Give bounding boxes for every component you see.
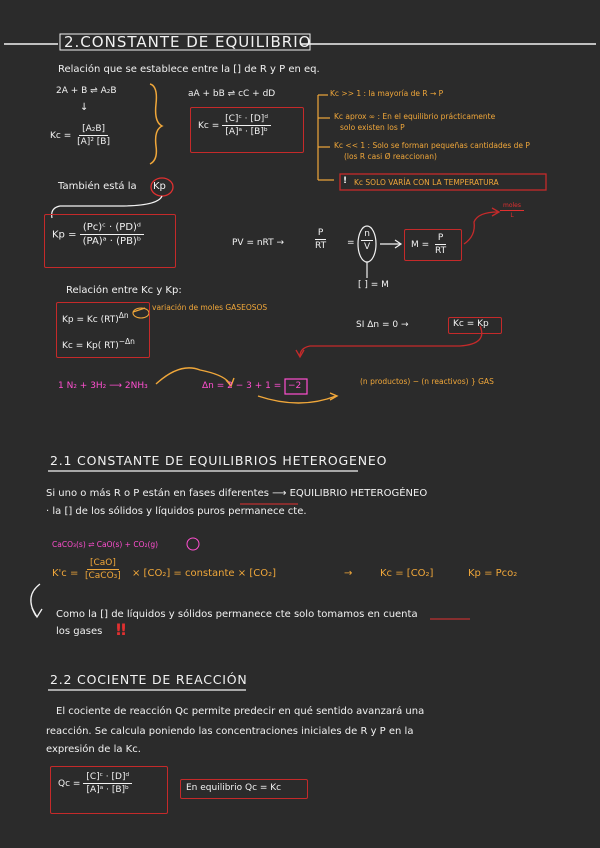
- note-kc-small: Kc << 1 : Solo se forman pequeñas cantidades de P: [334, 141, 530, 150]
- kp-kc-base: Kp = Kc (RT): [62, 315, 119, 325]
- pv-p: P: [315, 228, 326, 240]
- ideal-gas-law: PV = nRT →: [232, 238, 285, 248]
- example-kc-num: [A₂B]: [79, 124, 108, 136]
- section-2-title: 2.CONSTANTE DE EQUILIBRIO: [64, 33, 312, 51]
- general-kc-den: [A]ᵃ · [B]ᵇ: [225, 127, 268, 137]
- m-fraction: [432, 233, 449, 256]
- qc-paragraph-3: expresión de la Kc.: [46, 744, 141, 755]
- note-kc-infinite-b: solo existen los P: [340, 123, 405, 132]
- moles-bot: L: [510, 212, 514, 219]
- qc-formula: [58, 772, 132, 795]
- kp-from-kc: [62, 311, 129, 325]
- ammonia-reaction: 1 N₂ + 3H₂ ⟶ 2NH₃: [58, 381, 148, 391]
- dn-result: −2: [288, 381, 302, 391]
- kc-co2: Kc = [CO₂]: [380, 568, 434, 579]
- note-kc-temperature: Kc SOLO VARÍA CON LA TEMPERATURA: [354, 178, 499, 187]
- example-kc-lhs: Kc =: [50, 131, 72, 141]
- pv-rt: RT: [315, 241, 327, 251]
- m-p: P: [435, 233, 446, 245]
- note-kc-infinite: Kc aprox ∞ : En el equilibrio prácticamente: [334, 112, 496, 121]
- qc-equals-kc: En equilibrio Qc = Kc: [186, 783, 282, 793]
- moles-l-fraction: [500, 202, 524, 219]
- n-over-v: [361, 229, 373, 252]
- si-dn-zero: SI Δn = 0 →: [356, 320, 409, 330]
- section-2-1-title: 2.1 CONSTANTE DE EQUILIBRIOS HETEROGENEO: [50, 453, 388, 468]
- kc-prime-num: [CaO]: [87, 558, 119, 570]
- kp-kc-exp: Δn: [118, 311, 129, 320]
- tambien-text: También está la: [58, 181, 137, 192]
- qc-den: [A]ᵃ · [B]ᵇ: [86, 785, 129, 795]
- n-v-fraction: [361, 229, 373, 252]
- example-kc-fraction: [74, 124, 113, 147]
- heterogeneous-definition: Si uno o más R o P están en fases diferentes ⟶ EQUILIBRIO HETEROGÉNEO: [46, 488, 428, 499]
- kc-prime-fraction: [82, 558, 124, 581]
- example-kc-den: [A]² [B]: [77, 137, 110, 147]
- section-2-2-title: 2.2 COCIENTE DE REACCIÓN: [50, 672, 248, 687]
- general-reaction: aA + bB ⇌ cC + dD: [188, 89, 276, 99]
- kc-kp-exp: −Δn: [118, 337, 135, 346]
- dn-calculation: Δn = 2 − 3 + 1 =: [202, 381, 282, 391]
- relation-text: Relación entre Kc y Kp:: [66, 285, 182, 296]
- example-kc: [50, 124, 113, 147]
- qc-paragraph-1: El cociente de reacción Qc permite predecir en qué sentido avanzará una: [56, 706, 425, 717]
- kc-prime-lhs: K'c =: [52, 568, 79, 579]
- down-arrow: ↓: [80, 102, 89, 113]
- moles-per-liter: [500, 202, 524, 219]
- kp-pco2: Kp = Pco₂: [468, 568, 518, 579]
- kp-circled: Kp: [153, 181, 166, 192]
- concentration-molarity: [ ] = M: [358, 280, 389, 290]
- general-kc-fraction: [222, 114, 271, 137]
- general-kc-lhs: Kc =: [198, 121, 220, 131]
- qc-num: [C]ᶜ · [D]ᵈ: [83, 772, 132, 784]
- caco3-reaction: CaCO₃(s) ⇌ CaO(s) + CO₂(g): [52, 540, 159, 549]
- kc-from-kp: [62, 337, 135, 351]
- kc-prime-frac: [82, 558, 124, 581]
- kc-prime-rest: × [CO₂] = constante × [CO₂]: [132, 568, 276, 579]
- m-lhs: M =: [411, 240, 430, 250]
- moles-top: moles: [500, 202, 524, 211]
- example-reaction: 2A + B ⇌ A₂B: [56, 86, 117, 96]
- pv-equals: =: [347, 238, 355, 248]
- arrow-right: →: [344, 568, 353, 579]
- kp-fraction: [80, 222, 144, 247]
- note-kc-small-b: (los R casi Ø reaccionan): [344, 152, 437, 161]
- qc-fraction: [83, 772, 132, 795]
- gas-only-note: Como la [] de líquidos y sólidos permanece cte solo tomamos en cuenta: [56, 609, 418, 620]
- general-kc: [198, 114, 271, 137]
- kc-equals-kp: Kc = Kp: [453, 319, 489, 329]
- dn-definition: (n productos) − (n reactivos) } GAS: [360, 377, 494, 386]
- kc-prime-den: [CaCO₃]: [85, 571, 121, 581]
- pv-fraction: [312, 228, 329, 251]
- qc-lhs: Qc =: [58, 779, 81, 789]
- molarity-formula: [411, 233, 449, 256]
- pv-v: V: [364, 242, 371, 252]
- moles-variation-note: variación de moles GASEOSOS: [152, 303, 268, 312]
- kp-den: (PA)ᵃ · (PB)ᵇ: [82, 236, 142, 247]
- kp-num: (Pc)ᶜ · (PD)ᵈ: [80, 222, 144, 235]
- general-kc-num: [C]ᶜ · [D]ᵈ: [222, 114, 271, 126]
- warning-icon: !: [343, 176, 348, 186]
- kc-kp-base: Kc = Kp( RT): [62, 341, 119, 351]
- solids-liquids-rule: · la [] de los sólidos y líquidos puros permanece cte.: [46, 506, 307, 517]
- pv-p-rt: [312, 228, 329, 251]
- qc-paragraph-2: reacción. Se calcula poniendo las concentraciones iniciales de R y P en la: [46, 726, 414, 737]
- m-rt: RT: [435, 246, 447, 256]
- note-kc-large: Kc >> 1 : la mayoría de R → P: [330, 89, 444, 98]
- double-exclamation-icon: ‼: [116, 620, 127, 639]
- kp-formula: [52, 222, 144, 247]
- pv-n: n: [361, 229, 373, 241]
- definition-text: Relación que se establece entre la [] de R y P en eq.: [58, 64, 320, 75]
- gas-only-note-b: los gases: [56, 626, 103, 637]
- kp-lhs: Kp =: [52, 229, 77, 241]
